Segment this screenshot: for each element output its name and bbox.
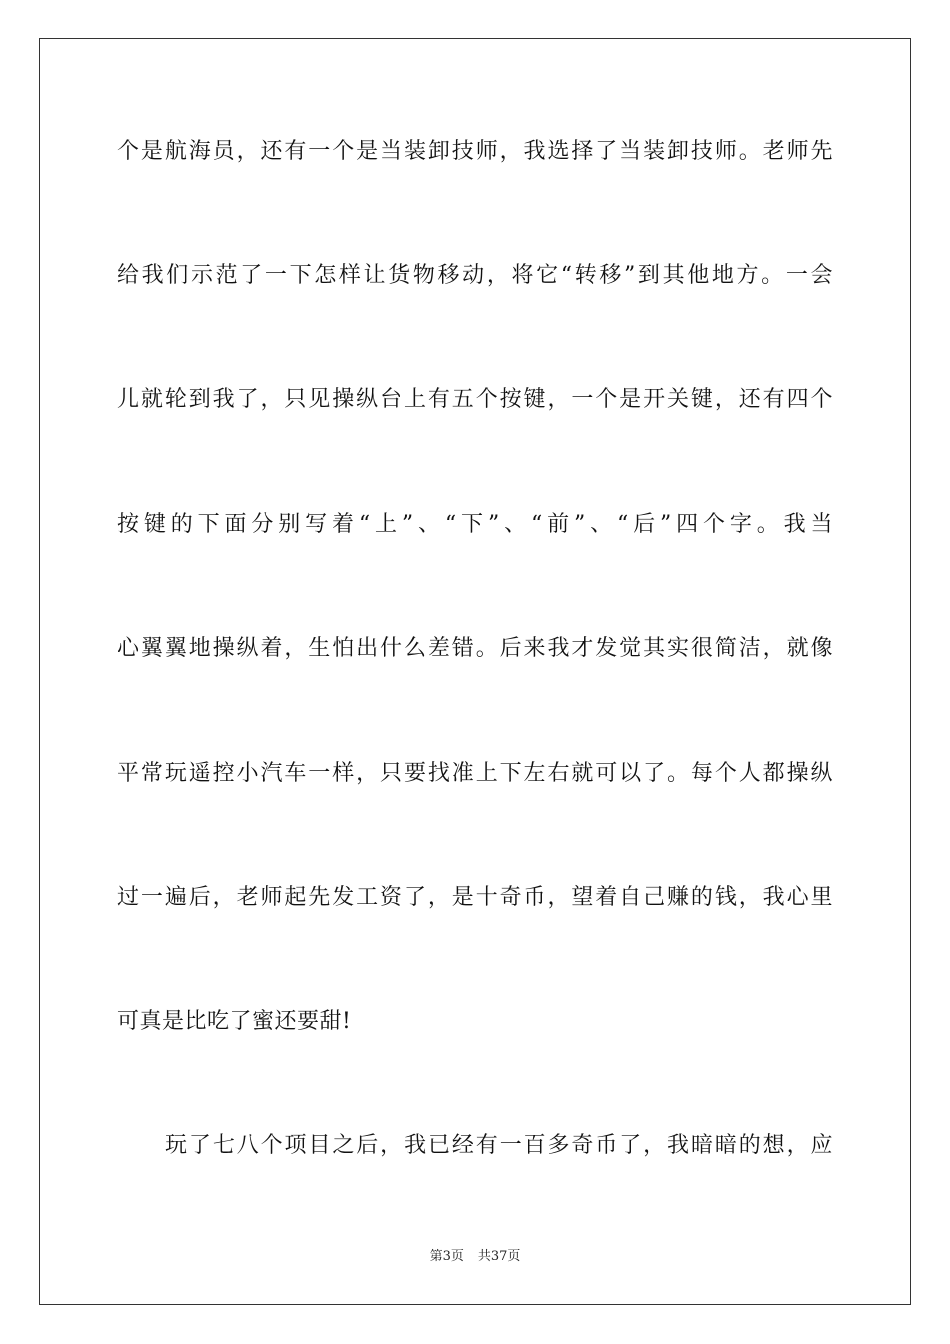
body-text-line: 给我们示范了一下怎样让货物移动，将它“转移”到其他地方。一会 — [117, 263, 833, 288]
page-border — [39, 38, 911, 1305]
body-text-line: 过一遍后，老师起先发工资了，是十奇币，望着自己赚的钱，我心里 — [117, 885, 833, 910]
page-number: 第3页 — [429, 1249, 464, 1264]
body-text-line: 平常玩遥控小汽车一样，只要找准上下左右就可以了。每个人都操纵 — [117, 761, 833, 786]
paragraph-start-line: 玩了七八个项目之后，我已经有一百多奇币了，我暗暗的想，应 — [165, 1133, 833, 1158]
body-text-line: 心翼翼地操纵着，生怕出什么差错。后来我才发觉其实很简洁，就像 — [117, 636, 833, 661]
body-text-line: 个是航海员，还有一个是当装卸技师，我选择了当装卸技师。老师先 — [117, 139, 833, 164]
page-footer — [0, 1248, 950, 1266]
body-text-line: 按键的下面分别写着“上”、“下”、“前”、“后”四个字。我当 — [117, 512, 833, 537]
page-total: 共37页 — [477, 1249, 521, 1264]
body-text-line: 儿就轮到我了，只见操纵台上有五个按键，一个是开关键，还有四个 — [117, 387, 833, 412]
body-text-line: 可真是比吃了蜜还要甜! — [117, 1009, 352, 1034]
